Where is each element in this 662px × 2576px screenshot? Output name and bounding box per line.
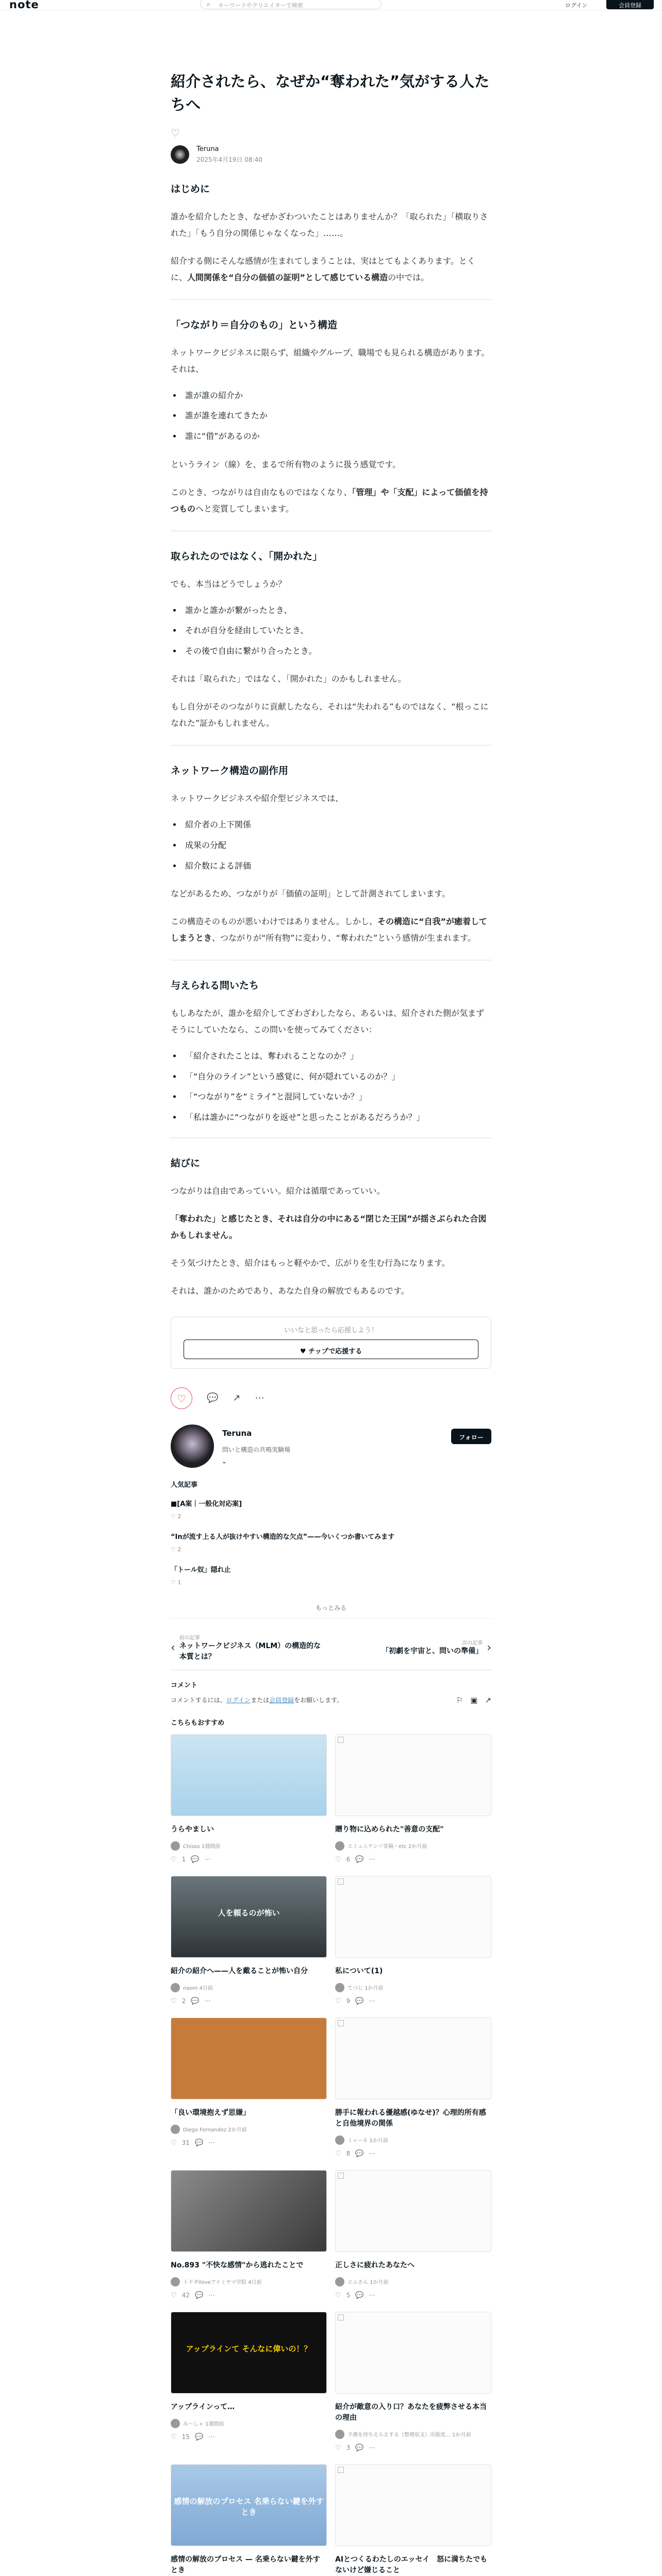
list-item: • その後で自由に繋がり合ったとき。 (182, 645, 491, 658)
paragraph (171, 913, 491, 946)
recommend-card[interactable] (335, 2464, 491, 2576)
like-count: 9 (346, 1997, 351, 2005)
search-placeholder: キーワードやクリエイターで検索 (218, 2, 303, 9)
paragraph (171, 699, 491, 732)
article-section (171, 549, 491, 732)
thumbnail-text: アップラインて そんなに偉いの！？ (186, 2344, 312, 2353)
profile-description: 問いと構造の共鳴実験場 (222, 1446, 291, 1453)
comment-icon[interactable]: 💬 (207, 1393, 219, 1404)
author-name[interactable]: Teruna (196, 145, 219, 153)
tip-button[interactable]: ♥ チップで応援する (184, 1340, 478, 1359)
list-item: • 紹介数による評価 (182, 859, 491, 873)
card-title[interactable]: 正しさに疲れたあなたへ (335, 2261, 415, 2269)
list-item: • 誰かと誰かが繋がったとき、 (182, 604, 491, 617)
like-count: 5 (346, 2291, 351, 2299)
popular-item-title[interactable]: ■[A案｜一般化対応案] (171, 1500, 242, 1508)
paragraph (171, 456, 491, 473)
heart-icon[interactable]: ♡ (335, 2149, 341, 2158)
author-meta: Diego Fernandez 2か月前 (183, 2127, 247, 2133)
prev-title: ネットワークビジネス（MLM）の構造的な本質とは？ (179, 1641, 321, 1661)
author-meta: naom 4日前 (183, 1986, 213, 1992)
card-title[interactable]: 勝手に報われる優越感(ゆなせ)？心理的所有感と自他境界の関係 (335, 2108, 486, 2128)
like-count: 31 (181, 2139, 190, 2146)
heart-icon: ♡ (171, 1546, 178, 1553)
heart-icon: ♡ (171, 1513, 178, 1520)
card-author[interactable] (171, 1983, 327, 1992)
broken-image-icon (338, 2020, 344, 2026)
popular-heading: 人気記事 (171, 1481, 198, 1489)
recommend-card[interactable] (335, 2170, 491, 2299)
like-count: 1 (177, 1579, 181, 1586)
recommend-card[interactable] (171, 2464, 327, 2576)
article-section (171, 317, 491, 517)
article-body (171, 181, 491, 1299)
author-profile (171, 1425, 491, 1468)
text-span: そう気づけたとき、紹介はもっと軽やかで、広がりを生む行為になります。 (171, 1258, 450, 1268)
comment-signup-link[interactable]: 会員登録 (269, 1696, 294, 1704)
author-mini-avatar (171, 1841, 180, 1851)
author-mini-avatar (171, 2125, 180, 2134)
search-input[interactable] (200, 0, 382, 9)
article-title: 紹介されたら、なぜか“奪われた”気がする人たちへ (171, 73, 490, 113)
paragraph (171, 1255, 491, 1272)
recommend-card[interactable] (171, 1734, 327, 1863)
section-heading: 結びに (171, 1157, 201, 1169)
card-thumbnail[interactable] (335, 2018, 491, 2099)
list-item: • 成果の分配 (182, 839, 491, 852)
list-item: • 誰に“借”があるのか (182, 430, 491, 443)
note-logo[interactable]: note (9, 0, 39, 11)
paragraph (171, 484, 491, 517)
bullet-list (182, 389, 491, 443)
like-count: 15 (181, 2433, 190, 2441)
bold-text: 「奪われた」と感じたとき、それは自分の中にある“閉じた王国”が揺さぶられた合図かもしれません。 (171, 1213, 487, 1240)
comment-icon[interactable]: 💬 (355, 1855, 364, 1863)
comment-icon[interactable]: 💬 (355, 2444, 364, 2452)
card-stats (335, 2444, 491, 2452)
prev-label: 前の記事 (179, 1635, 200, 1641)
tip-label: いいなと思ったら応援しよう！ (284, 1326, 378, 1334)
layout-icon[interactable]: ▣ (470, 1695, 478, 1705)
tip-box (171, 1317, 491, 1369)
card-stats (335, 1856, 491, 1863)
follow-button[interactable]: フォロー (451, 1429, 491, 1444)
text-span: ネットワークビジネスや紹介型ビジネスでは、 (171, 793, 344, 804)
more-icon[interactable]: ⋯ (208, 2139, 216, 2147)
popular-item-likes (171, 1513, 491, 1520)
card-stats (335, 2292, 491, 2299)
thumbnail-text: 感情の解放のプロセス 名乗らない鍵を外すとき (174, 2496, 324, 2517)
list-item: • 「紹介されたことは、奪われることなのか？」 (182, 1049, 491, 1063)
comment-login-link[interactable]: ログイン (226, 1696, 251, 1704)
comment-prompt (171, 1696, 491, 1705)
article-actions (171, 1387, 491, 1409)
comment-icon[interactable]: 💬 (355, 2149, 364, 2158)
text-span: ネットワークビジネスに限らず、組織やグループ、職場でも見られる構造があります。それは、 (171, 347, 490, 374)
card-author[interactable] (171, 1841, 327, 1851)
like-button[interactable]: ♡ (171, 1387, 192, 1409)
like-count: 6 (346, 1855, 351, 1863)
card-title[interactable]: 贈り物に込められた"善意の支配" (335, 1825, 444, 1834)
text-span: もしあなたが、誰かを紹介してざわざわしたなら、あるいは、紹介された側が気まずそうにしていたなら、この問いを使ってみてください： (171, 1008, 485, 1035)
author-meta: 予測を持ちえらえする（整理収支）出版度… 1か月前 (347, 2432, 471, 2438)
text-span: 、つながりが“所有物”に変わり、“奪われた”という感情が生まれます。 (212, 933, 476, 943)
broken-image-icon (338, 1878, 344, 1885)
next-title: 「初劇を宇宙と、問いの準備」 (382, 1647, 483, 1656)
article-section (171, 763, 491, 946)
like-count: 8 (346, 2149, 351, 2157)
author-mini-avatar (335, 2430, 344, 2439)
heart-icon[interactable]: ♡ (335, 2291, 341, 2299)
profile-name[interactable]: Teruna (222, 1428, 252, 1438)
recommend-card[interactable] (335, 2018, 491, 2158)
card-thumbnail[interactable] (171, 1876, 327, 1958)
card-title[interactable]: AIとつくるわたしのエッセイ 怒に満ちたでもないけど嫌じること (335, 2555, 488, 2574)
popular-item-title[interactable]: 「トール奴」隠れ止 (171, 1566, 231, 1574)
section-heading: 「つながり＝自分のもの」という構造 (171, 319, 338, 331)
publish-date: 2025年4月19日 08:40 (196, 156, 262, 163)
bullet-list (182, 818, 491, 872)
recommend-card[interactable] (335, 1876, 491, 2005)
heart-icon: ♡ (171, 1579, 178, 1586)
heart-icon[interactable]: ♡ (171, 2291, 177, 2299)
comment-icon[interactable]: 💬 (191, 1855, 200, 1863)
list-item: • 誰が誰の紹介か (182, 389, 491, 402)
comment-text-b: または (251, 1696, 270, 1704)
chevron-left-icon: ‹ (171, 1641, 175, 1654)
like-count: 3 (346, 2444, 351, 2451)
more-icon[interactable]: ⋯ (369, 1855, 376, 1863)
section-heading: はじめに (171, 183, 210, 195)
text-span: というライン（線）を、まるで所有物のように扱う感覚です。 (171, 459, 401, 469)
article-section (171, 181, 491, 286)
prev-article-link[interactable] (171, 1633, 325, 1663)
card-title[interactable]: 「良い環境抱えず思嫌」 (171, 2108, 250, 2117)
card-author[interactable] (171, 2419, 327, 2428)
bookmark-icon[interactable]: ⚐ (456, 1695, 464, 1705)
popular-item-title[interactable]: “Inが流す上る人が抜けやすい構造的な欠点”——今いくつか書いてみます (171, 1533, 395, 1541)
card-thumbnail[interactable] (171, 1734, 327, 1816)
bold-text: その構造に“自我”が癒着してしまうとき (171, 917, 488, 943)
card-author[interactable] (335, 2136, 491, 2145)
more-link[interactable]: もっとみる (171, 1597, 491, 1619)
author-mini-avatar (335, 1841, 344, 1851)
login-link[interactable]: ログイン (565, 2, 588, 9)
card-thumbnail[interactable] (171, 2170, 327, 2252)
share-icon[interactable]: ↗ (233, 1393, 241, 1404)
author-avatar[interactable] (171, 145, 189, 164)
card-title[interactable]: 紹介の紹介へ——人を戴ることが怖い自分 (171, 1967, 308, 1975)
author-mini-avatar (171, 2277, 180, 2286)
like-count: 2 (177, 1546, 181, 1553)
comment-icon[interactable]: 💬 (355, 2291, 364, 2299)
next-article-link[interactable] (337, 1633, 491, 1663)
comment-icon[interactable]: 💬 (194, 2433, 204, 2441)
author-mini-avatar (171, 1983, 180, 1992)
card-stats (171, 1997, 327, 2005)
chevron-right-icon: › (487, 1641, 491, 1654)
more-icon[interactable]: ⋯ (208, 2433, 216, 2441)
article-section (171, 978, 491, 1124)
text-span: つながりは自由であっていい。紹介は循環であっていい。 (171, 1185, 385, 1196)
bullet-list (182, 604, 491, 658)
card-stats (335, 2150, 491, 2158)
more-icon[interactable]: ⋯ (369, 2444, 376, 2452)
article (171, 70, 491, 2576)
broken-image-icon (338, 2314, 344, 2320)
comments-heading: コメント (171, 1681, 198, 1689)
paragraph (171, 1005, 491, 1038)
text-span: それは「取られた」ではなく、「開かれた」のかもしれません。 (171, 674, 406, 684)
card-stats (171, 2433, 327, 2441)
card-title[interactable]: うらやましい (171, 1825, 214, 1834)
author-meta: トドダIloveアイミヤマ学院 4日前 (183, 2280, 262, 2286)
more-icon[interactable]: ⋯ (204, 1855, 211, 1863)
card-author[interactable] (335, 1983, 491, 1992)
card-title[interactable]: No.893 "不快な感情"から逃れたことで (171, 2261, 304, 2269)
card-title[interactable]: 紹介が敵意の入り口？あなたを疲弊させる本当の理由 (335, 2402, 487, 2422)
card-author[interactable] (171, 2125, 327, 2134)
card-thumbnail[interactable] (171, 2464, 327, 2546)
text-span: でも、本当はどうでしょうか？ (171, 579, 287, 589)
recommend-card[interactable] (335, 2312, 491, 2452)
author-meta: てつじ 1か月前 (347, 1986, 384, 1992)
text-span: などがあるため、つながりが「価値の証明」として計測されてしまいます。 (171, 889, 451, 899)
more-icon[interactable]: ⋯ (369, 2149, 376, 2158)
comment-icon[interactable]: 💬 (355, 1997, 364, 2005)
profile-avatar[interactable] (171, 1425, 214, 1468)
section-heading: ネットワーク構造の副作用 (171, 765, 289, 777)
recommend-card[interactable] (171, 2170, 327, 2299)
heart-icon[interactable]: ♡ (335, 1855, 341, 1863)
list-item: • 紹介者の上下関係 (182, 818, 491, 832)
top-header (0, 0, 662, 10)
broken-image-icon (338, 2467, 344, 2473)
search-icon: ⌕ (207, 1, 210, 8)
heart-icon[interactable]: ♡ (335, 1997, 341, 2005)
popular-articles (171, 1479, 491, 1619)
author-byline (171, 145, 491, 164)
heart-icon[interactable]: ♡ (171, 1855, 177, 1863)
heart-icon[interactable]: ♡ (171, 2433, 177, 2441)
rss-icon[interactable]: ⌁ (222, 1459, 226, 1467)
card-thumbnail[interactable] (335, 1734, 491, 1816)
like-count: 2 (181, 1997, 186, 2005)
section-heading: 取られたのではなく、「開かれた」 (171, 550, 323, 562)
signup-button[interactable]: 会員登録 (606, 0, 654, 9)
like-count: 42 (181, 2291, 190, 2299)
author-meta: み～しゃ 1週間前 (183, 2421, 224, 2428)
card-title[interactable]: 感情の解放のプロセス — 名乗らない鍵を外すとき (171, 2555, 320, 2574)
author-meta: ミャーネ 1か月前 (347, 2138, 388, 2144)
card-thumbnail[interactable] (171, 2018, 327, 2099)
comment-text-a: コメントするには、 (171, 1696, 226, 1704)
paragraph (171, 1183, 491, 1199)
more-icon[interactable]: ⋯ (204, 1997, 211, 2005)
broken-image-icon (338, 1737, 344, 1743)
author-meta: エミュニケンソ寄稿・etc 2か月前 (347, 1844, 427, 1850)
card-author[interactable] (335, 2277, 491, 2286)
heart-icon[interactable]: ♡ (171, 2139, 177, 2147)
section-divider (171, 299, 491, 300)
heart-icon[interactable]: ♡ (171, 1997, 177, 2005)
share-icon-2[interactable]: ↗ (485, 1695, 491, 1705)
comment-icon[interactable]: 💬 (194, 2139, 204, 2147)
next-label: 次の記事 (462, 1640, 483, 1647)
like-count: 2 (177, 1513, 181, 1520)
list-item: • 誰が誰を連れてきたか (182, 409, 491, 422)
paragraph (171, 1211, 491, 1244)
more-icon[interactable]: ⋯ (369, 1997, 376, 2005)
article-section (171, 1156, 491, 1299)
text-span: このとき、つながりは自由なものではなくなり、 (171, 487, 352, 497)
card-thumbnail[interactable] (335, 2312, 491, 2394)
recommend-card[interactable] (171, 1876, 327, 2005)
recommend-heading: こちらもおすすめ (171, 1719, 225, 1727)
recommend-card[interactable] (171, 2018, 327, 2158)
popular-item-likes (171, 1579, 491, 1586)
comment-icon[interactable]: 💬 (191, 1997, 200, 2005)
bold-text: 「管理」や「支配」によって価値を持つもの (171, 487, 488, 514)
card-thumbnail[interactable] (335, 1876, 491, 1958)
recommend-card[interactable] (171, 2312, 327, 2452)
bold-text: 人間関係を“自分の価値の証明”として感じている構造 (187, 272, 388, 282)
list-item: • 「“自分のライン”という感覚に、何が隠れているのか？」 (182, 1070, 491, 1083)
card-author[interactable] (171, 2277, 327, 2286)
text-span: もし自分がそのつながりに貢献したなら、それは“失われる”ものではなく、“根っこになれた”証かもしれません。 (171, 702, 489, 728)
text-span: の中では。 (388, 272, 429, 282)
author-meta: Chisso 1週間前 (183, 1844, 221, 1850)
paragraph (171, 671, 491, 687)
text-span: この構造そのものが悪いわけではありません。しかし、 (171, 917, 377, 927)
comment-icon[interactable]: 💬 (194, 2291, 204, 2299)
card-stats (171, 1856, 327, 1863)
card-title[interactable]: 私について(1) (335, 1967, 383, 1975)
paragraph (171, 1283, 491, 1299)
author-meta: エムさん 1か月前 (347, 2280, 389, 2286)
popular-item-likes (171, 1546, 491, 1553)
card-thumbnail[interactable] (335, 2170, 491, 2252)
list-item: • 「“つながり”を“ミライ”と混同していないか？」 (182, 1090, 491, 1104)
list-item: • 「私は誰かに“つながりを返せ”と思ったことがあるだろうか？」 (182, 1111, 491, 1124)
more-icon[interactable]: ⋯ (255, 1393, 264, 1404)
paragraph (171, 253, 491, 286)
card-thumbnail[interactable] (171, 2312, 327, 2394)
more-icon[interactable]: ⋯ (208, 2291, 216, 2299)
section-heading: 与えられる問いたち (171, 980, 259, 992)
card-stats (171, 2139, 327, 2147)
broken-image-icon (338, 2173, 344, 2179)
comment-text-c: をお願いします。 (294, 1696, 343, 1704)
text-span: 誰かを紹介したとき、なぜかざわついたことはありませんか？「取られた」「横取りされた」「もう自分の関係じゃなくなった」……。 (171, 211, 488, 238)
paragraph (171, 345, 491, 378)
like-count: 1 (181, 1855, 186, 1863)
recommend-grid (171, 1734, 491, 2576)
text-span: それは、誰かのためであり、あなた自身の解放でもあるのです。 (171, 1285, 409, 1296)
card-thumbnail[interactable] (335, 2464, 491, 2546)
author-mini-avatar (171, 2419, 180, 2428)
card-author[interactable] (335, 1841, 491, 1851)
text-span: 紹介する側にそんな感情が生まれてしまうことは、実はとてもよくあります。とくに、 (171, 256, 475, 282)
card-title[interactable]: アップラインって… (171, 2402, 235, 2411)
paragraph (171, 790, 491, 807)
heart-icon[interactable]: ♡ (335, 2444, 341, 2452)
recommend-card[interactable] (335, 1734, 491, 1863)
tip-button-label: チップで応援する (308, 1347, 362, 1355)
bullet-list (182, 1049, 491, 1124)
author-mini-avatar (335, 1983, 344, 1992)
paragraph (171, 886, 491, 902)
article-nav (171, 1626, 491, 1670)
card-stats (171, 2292, 327, 2299)
card-stats (335, 1997, 491, 2005)
top-like-icon[interactable]: ♡ (171, 126, 180, 139)
paragraph (171, 209, 491, 242)
author-mini-avatar (335, 2277, 344, 2286)
more-icon[interactable]: ⋯ (369, 2291, 376, 2299)
card-author[interactable] (335, 2430, 491, 2439)
paragraph (171, 576, 491, 592)
author-mini-avatar (335, 2136, 344, 2145)
text-span: へと変質してしまいます。 (195, 503, 294, 514)
thumbnail-text: 人を頼るのが怖い (218, 1908, 280, 1918)
list-item: • それが自分を経由していたとき、 (182, 624, 491, 637)
